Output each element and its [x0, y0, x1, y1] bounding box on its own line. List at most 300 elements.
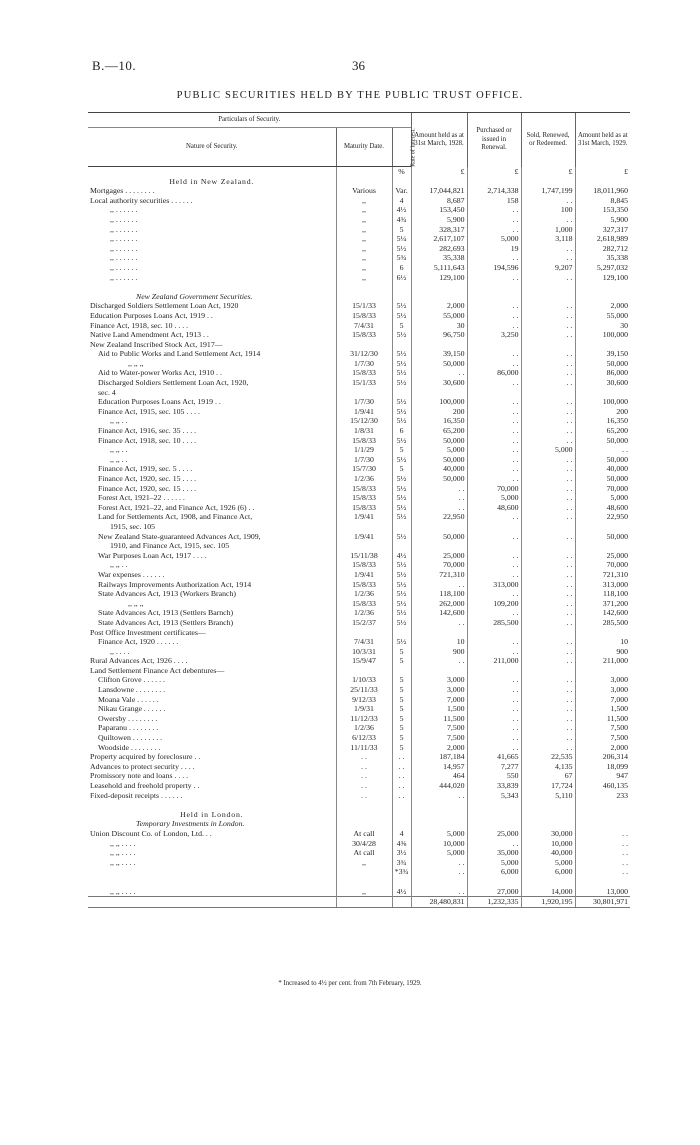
- amount-held-1928: 5,900: [411, 215, 467, 225]
- maturity-date: 15/8/33: [336, 368, 392, 378]
- sold-amount: 14,000: [521, 887, 575, 897]
- interest-rate: 5½: [392, 416, 411, 426]
- amount-held-1928: 5,000: [411, 848, 467, 858]
- security-name: ,, ,, . .: [110, 560, 128, 570]
- security-name: State Advances Act, 1913 (Workers Branch): [98, 589, 236, 599]
- security-name: State Advances Act, 1913 (Settlers Barnch): [98, 608, 234, 618]
- table-row: [88, 321, 630, 331]
- interest-rate: 5½: [392, 474, 411, 484]
- security-name: Land Settlement Finance Act debentures—: [90, 665, 225, 675]
- amount-held-1929: 200: [575, 407, 630, 417]
- amount-held-1928: 129,100: [411, 273, 467, 283]
- amount-held-1928: 7,500: [411, 733, 467, 743]
- interest-rate: 5½: [392, 301, 411, 311]
- amount-held-1928: 39,150: [411, 349, 467, 359]
- sold-amount: . .: [521, 301, 575, 311]
- table-row: [88, 512, 630, 522]
- table-row: [88, 340, 630, 350]
- sold-amount: 5,110: [521, 791, 575, 801]
- security-name: Finance Act, 1920 . . . . . .: [98, 637, 179, 647]
- sold-amount: [521, 666, 575, 676]
- table-row: [88, 416, 630, 426]
- sold-amount: . .: [521, 512, 575, 522]
- amount-held-1928: 444,020: [411, 781, 467, 791]
- maturity-date: 1/7/30: [336, 359, 392, 369]
- purchased-amount: . .: [467, 695, 521, 705]
- purchased-amount: . .: [467, 551, 521, 561]
- purchased-amount: 313,000: [467, 580, 521, 590]
- sold-amount: . .: [521, 349, 575, 359]
- sold-amount: . .: [521, 493, 575, 503]
- security-name: ,, ,, . .: [110, 445, 128, 455]
- purchased-amount: 27,000: [467, 887, 521, 897]
- table-row: [88, 695, 630, 705]
- sold-amount: [521, 292, 575, 302]
- purchased-amount: . .: [467, 397, 521, 407]
- amount-held-1928: [411, 292, 467, 302]
- maturity-date: 7/4/31: [336, 321, 392, 331]
- security-name: Union Discount Co. of London, Ltd. . .: [90, 828, 212, 838]
- interest-rate: 5: [392, 743, 411, 753]
- interest-rate: 5¾: [392, 253, 411, 263]
- interest-rate: Var.: [392, 186, 411, 196]
- page-title: PUBLIC SECURITIES HELD BY THE PUBLIC TRUST OFFICE.: [176, 90, 524, 101]
- sold-amount: [521, 388, 575, 398]
- table-row: [88, 791, 630, 801]
- security-name: [88, 867, 336, 877]
- sold-amount: . .: [521, 311, 575, 321]
- interest-rate: 4: [392, 196, 411, 206]
- sold-amount: [521, 800, 575, 810]
- amount-held-1929: [575, 340, 630, 350]
- table-row: [88, 877, 630, 887]
- sold-amount: . .: [521, 637, 575, 647]
- table-row: [88, 762, 630, 772]
- interest-rate: 6: [392, 263, 411, 273]
- amount-held-1929: [575, 292, 630, 302]
- amount-held-1928: 50,000: [411, 474, 467, 484]
- amount-held-1928: 1,500: [411, 704, 467, 714]
- purchased-amount: . .: [467, 426, 521, 436]
- security-name: ,, . . . . . .: [110, 272, 138, 282]
- particulars-header: Particulars of Security.: [88, 113, 411, 128]
- sold-amount: . .: [521, 695, 575, 705]
- purchased-amount: 70,000: [467, 484, 521, 494]
- table-row: [88, 349, 630, 359]
- purchased-amount: . .: [467, 225, 521, 235]
- table-row: [88, 225, 630, 235]
- amount-held-1929: [575, 800, 630, 810]
- amount-held-1928: 2,000: [411, 301, 467, 311]
- amount-held-1929: 100,000: [575, 330, 630, 340]
- purchased-amount: [467, 666, 521, 676]
- purchased-amount: . .: [467, 714, 521, 724]
- interest-rate: 6: [392, 426, 411, 436]
- security-name: Promissory note and loans . . . .: [90, 771, 189, 781]
- security-name: Moana Vale . . . . . .: [98, 694, 159, 704]
- table-row: [88, 704, 630, 714]
- purchased-amount: . .: [467, 589, 521, 599]
- interest-rate: 5: [392, 714, 411, 724]
- maturity-date: . .: [336, 791, 392, 801]
- sold-amount: 4,135: [521, 762, 575, 772]
- security-name: ,, ,, . . . .: [110, 838, 136, 848]
- table-row: [88, 541, 630, 551]
- purchased-amount: . .: [467, 532, 521, 542]
- purchased-amount: 5,000: [467, 858, 521, 868]
- maturity-date: ,,: [336, 253, 392, 263]
- table-row: [88, 570, 630, 580]
- sold-amount: . .: [521, 321, 575, 331]
- table-row: [88, 819, 630, 829]
- maturity-date: [336, 340, 392, 350]
- table-row: [88, 829, 630, 839]
- interest-rate: . .: [392, 791, 411, 801]
- maturity-date: ,,: [336, 887, 392, 897]
- sold-amount: . .: [521, 599, 575, 609]
- maturity-date: 15/8/33: [336, 311, 392, 321]
- amount-held-1929: 2,000: [575, 301, 630, 311]
- amount-held-1928: 2,000: [411, 743, 467, 753]
- maturity-date: [336, 177, 392, 187]
- maturity-date: ,,: [336, 225, 392, 235]
- amount-held-1928: [411, 541, 467, 551]
- amount-held-1929: [575, 877, 630, 887]
- interest-rate: [392, 177, 411, 187]
- table-row: [88, 234, 630, 244]
- maturity-date: 15/1/33: [336, 378, 392, 388]
- sold-amount: . .: [521, 464, 575, 474]
- interest-rate: 5½: [392, 580, 411, 590]
- amount-held-1928: 30,600: [411, 378, 467, 388]
- security-name: Property acquired by foreclosure . .: [90, 752, 201, 762]
- table-row: [88, 532, 630, 542]
- purchased-amount: 2,714,338: [467, 186, 521, 196]
- amount-held-1929: 10: [575, 637, 630, 647]
- maturity-date: 15/8/33: [336, 484, 392, 494]
- amount-held-1929: 282,712: [575, 244, 630, 254]
- security-name: Mortgages . . . . . . . .: [90, 186, 155, 196]
- security-name: ,, ,, ,,: [128, 598, 144, 608]
- amount-held-1929: [575, 522, 630, 532]
- table-row: [88, 397, 630, 407]
- maturity-date: 15/7/30: [336, 464, 392, 474]
- amount-held-1929: [575, 810, 630, 820]
- amount-held-1929: 7,000: [575, 695, 630, 705]
- interest-rate: 5½: [392, 532, 411, 542]
- amount-held-1929: 7,500: [575, 733, 630, 743]
- security-name: Railways Improvements Authorization Act, 1914: [98, 579, 252, 589]
- sold-amount: 67: [521, 771, 575, 781]
- amount-held-1928: £: [411, 167, 467, 177]
- interest-rate: 6½: [392, 273, 411, 283]
- table-row: [88, 800, 630, 810]
- maturity-date: [336, 810, 392, 820]
- table-row: [88, 867, 630, 877]
- security-name: Temporary Investments in London.: [136, 819, 245, 829]
- amount-held-1929: 18,099: [575, 762, 630, 772]
- purchased-amount: 550: [467, 771, 521, 781]
- purchased-amount: . .: [467, 637, 521, 647]
- amount-held-1929: 55,000: [575, 311, 630, 321]
- table-row: [88, 848, 630, 858]
- security-name: ,, . . . . . .: [110, 205, 138, 215]
- purchased-amount: . .: [467, 416, 521, 426]
- security-name: [88, 282, 336, 292]
- total-b: 1,232,335: [467, 897, 521, 908]
- purchased-amount: 5,000: [467, 493, 521, 503]
- sold-amount: . .: [521, 551, 575, 561]
- held-1929-header: Amount held as at 31st March, 1929.: [575, 113, 630, 167]
- maturity-date: ,,: [336, 273, 392, 283]
- amount-held-1928: 5,111,643: [411, 263, 467, 273]
- interest-rate: 5½: [392, 512, 411, 522]
- interest-rate: 4¾: [392, 215, 411, 225]
- security-name: Nikau Grange . . . . . .: [98, 704, 166, 714]
- amount-held-1929: 50,000: [575, 436, 630, 446]
- maturity-date: Various: [336, 186, 392, 196]
- amount-held-1929: [575, 388, 630, 398]
- interest-rate: 5½: [392, 349, 411, 359]
- interest-rate: 4: [392, 829, 411, 839]
- amount-held-1929: 3,000: [575, 675, 630, 685]
- amount-held-1929: 70,000: [575, 484, 630, 494]
- amount-held-1928: 5,000: [411, 445, 467, 455]
- maturity-date: ,,: [336, 244, 392, 254]
- interest-rate: 5: [392, 464, 411, 474]
- table-row: [88, 858, 630, 868]
- maturity-date: [336, 628, 392, 638]
- amount-held-1929: 11,500: [575, 714, 630, 724]
- table-row: [88, 887, 630, 897]
- purchased-amount: . .: [467, 704, 521, 714]
- amount-held-1928: 7,000: [411, 695, 467, 705]
- maturity-date: . .: [336, 781, 392, 791]
- amount-held-1928: 17,044,821: [411, 186, 467, 196]
- sold-amount: . .: [521, 368, 575, 378]
- maturity-date: ,,: [336, 263, 392, 273]
- amount-held-1928: 40,000: [411, 464, 467, 474]
- purchased-amount: 109,200: [467, 599, 521, 609]
- interest-rate: [392, 628, 411, 638]
- amount-held-1929: 5,900: [575, 215, 630, 225]
- security-name: ,, . . . . . .: [110, 253, 138, 263]
- totals-blank-cell: [336, 897, 392, 908]
- sold-amount: . .: [521, 723, 575, 733]
- security-name: ,, ,, . . . .: [110, 886, 136, 896]
- totals-blank-cell: [392, 897, 411, 908]
- purchased-amount: [467, 292, 521, 302]
- purchased-amount: [467, 282, 521, 292]
- security-name: War Purposes Loan Act, 1917 . . . .: [98, 550, 207, 560]
- maturity-date: [336, 522, 392, 532]
- maturity-date: 1/8/31: [336, 426, 392, 436]
- maturity-date: 15/8/33: [336, 503, 392, 513]
- security-name: Owersby . . . . . . . .: [98, 713, 158, 723]
- interest-rate: 5: [392, 321, 411, 331]
- sold-amount: . .: [521, 580, 575, 590]
- amount-held-1929: 50,000: [575, 532, 630, 542]
- maturity-date: ,,: [336, 234, 392, 244]
- amount-held-1929: 25,000: [575, 551, 630, 561]
- nature-header: Nature of Security.: [88, 128, 336, 167]
- maturity-date: 15/1/33: [336, 301, 392, 311]
- table-row: [88, 493, 630, 503]
- security-name: ,, ,, . .: [110, 416, 128, 426]
- interest-rate: [392, 522, 411, 532]
- maturity-date: 15/12/30: [336, 416, 392, 426]
- purchased-amount: . .: [467, 723, 521, 733]
- security-name: ,, . . . . . .: [110, 214, 138, 224]
- table-row: [88, 733, 630, 743]
- security-name: Forest Act, 1921–22, and Finance Act, 1926 (6) . .: [98, 502, 255, 512]
- amount-held-1928: 282,693: [411, 244, 467, 254]
- table-row: [88, 560, 630, 570]
- total-a: 28,480,831: [411, 897, 467, 908]
- table-row: [88, 781, 630, 791]
- maturity-date: At call: [336, 829, 392, 839]
- amount-held-1929: 313,000: [575, 580, 630, 590]
- purchased-amount: [467, 177, 521, 187]
- purchased-amount: 35,000: [467, 848, 521, 858]
- amount-held-1929: . .: [575, 839, 630, 849]
- purchased-amount: . .: [467, 560, 521, 570]
- table-row: [88, 359, 630, 369]
- amount-held-1928: 5,000: [411, 829, 467, 839]
- amount-held-1929: 118,100: [575, 589, 630, 599]
- amount-held-1929: [575, 666, 630, 676]
- amount-held-1928: 30: [411, 321, 467, 331]
- security-name: Held in London.: [180, 809, 244, 819]
- amount-held-1928: 3,000: [411, 675, 467, 685]
- purchased-amount: . .: [467, 647, 521, 657]
- report-reference: B.—10.: [92, 58, 137, 73]
- sold-amount: . .: [521, 436, 575, 446]
- table-row: [88, 551, 630, 561]
- interest-rate: 5: [392, 675, 411, 685]
- amount-held-1929: [575, 282, 630, 292]
- amount-held-1929: 2,618,989: [575, 234, 630, 244]
- sold-amount: . .: [521, 608, 575, 618]
- security-name: Held in New Zealand.: [169, 176, 255, 186]
- interest-rate: 5½: [392, 618, 411, 628]
- purchased-amount: [467, 541, 521, 551]
- amount-held-1928: 900: [411, 647, 467, 657]
- maturity-date: ,,: [336, 215, 392, 225]
- interest-rate: 5½: [392, 244, 411, 254]
- amount-held-1928: 50,000: [411, 359, 467, 369]
- purchased-amount: 211,000: [467, 656, 521, 666]
- purchased-amount: [467, 340, 521, 350]
- table-row: [88, 186, 630, 196]
- purchased-amount: . .: [467, 839, 521, 849]
- maturity-date: [336, 167, 392, 177]
- maturity-date: 31/12/30: [336, 349, 392, 359]
- sold-amount: £: [521, 167, 575, 177]
- interest-rate: 5½: [392, 570, 411, 580]
- amount-held-1928: 70,000: [411, 560, 467, 570]
- sold-amount: 1,747,199: [521, 186, 575, 196]
- sold-amount: [521, 628, 575, 638]
- security-name: sec. 4: [98, 387, 116, 397]
- table-row: [88, 628, 630, 638]
- table-row: [88, 656, 630, 666]
- security-name: Finance Act, 1918, sec. 10 . . . .: [90, 320, 189, 330]
- table-row: [88, 177, 630, 187]
- total-c: 1,920,195: [521, 897, 575, 908]
- interest-rate: 5½: [392, 311, 411, 321]
- amount-held-1929: 285,500: [575, 618, 630, 628]
- table-row: [88, 455, 630, 465]
- security-name: Finance Act, 1920, sec. 15 . . . .: [98, 483, 197, 493]
- table-row: [88, 743, 630, 753]
- amount-held-1929: 65,200: [575, 426, 630, 436]
- security-name: Discharged Soldiers Settlement Loan Act, 1920: [90, 301, 239, 311]
- amount-held-1929: 3,000: [575, 685, 630, 695]
- sold-amount: 9,207: [521, 263, 575, 273]
- sold-amount: . .: [521, 560, 575, 570]
- security-name: Aid to Public Works and Land Settlement Act, 1914: [98, 349, 261, 359]
- table-row: [88, 464, 630, 474]
- table-row: [88, 205, 630, 215]
- maturity-date: ,,: [336, 196, 392, 206]
- interest-rate: 5¼: [392, 234, 411, 244]
- interest-rate: 5: [392, 685, 411, 695]
- security-name: ,, . . . . . .: [110, 234, 138, 244]
- amount-held-1929: 8,845: [575, 196, 630, 206]
- amount-held-1928: 96,750: [411, 330, 467, 340]
- amount-held-1929: 39,150: [575, 349, 630, 359]
- sold-amount: [521, 282, 575, 292]
- sold-amount: [521, 819, 575, 829]
- sold-amount: [521, 877, 575, 887]
- maturity-date: [336, 282, 392, 292]
- amount-held-1928: [411, 522, 467, 532]
- sold-amount: [521, 522, 575, 532]
- sold-amount: 1,000: [521, 225, 575, 235]
- security-name: Finance Act, 1920, sec. 15 . . . .: [98, 474, 197, 483]
- maturity-date: 10/3/31: [336, 647, 392, 657]
- amount-held-1928: 7,500: [411, 723, 467, 733]
- security-name: Finance Act, 1919, sec. 5 . . . .: [98, 464, 193, 474]
- amount-held-1928: 187,184: [411, 752, 467, 762]
- maturity-header: Maturity Date.: [336, 128, 392, 167]
- amount-held-1928: 153,450: [411, 205, 467, 215]
- security-name: Finance Act, 1916, sec. 35 . . . .: [98, 426, 197, 436]
- amount-held-1929: 50,000: [575, 455, 630, 465]
- amount-held-1928: 10: [411, 637, 467, 647]
- security-name: Finance Act, 1918, sec. 10 . . . .: [98, 435, 197, 445]
- amount-held-1928: 100,000: [411, 397, 467, 407]
- table-row: [88, 215, 630, 225]
- amount-held-1929: 5,000: [575, 493, 630, 503]
- maturity-date: 15/8/33: [336, 560, 392, 570]
- table-row: [88, 723, 630, 733]
- sold-amount: . .: [521, 455, 575, 465]
- sold-amount: 5,000: [521, 858, 575, 868]
- amount-held-1928: [411, 877, 467, 887]
- sold-amount: [521, 810, 575, 820]
- purchased-amount: 86,000: [467, 368, 521, 378]
- sold-amount: . .: [521, 378, 575, 388]
- table-row: [88, 196, 630, 206]
- amount-held-1928: [411, 819, 467, 829]
- table-row: [88, 522, 630, 532]
- sold-amount: . .: [521, 407, 575, 417]
- table-body: [88, 167, 630, 908]
- amount-held-1928: 721,310: [411, 570, 467, 580]
- security-name: ,, ,, . . . .: [110, 848, 136, 858]
